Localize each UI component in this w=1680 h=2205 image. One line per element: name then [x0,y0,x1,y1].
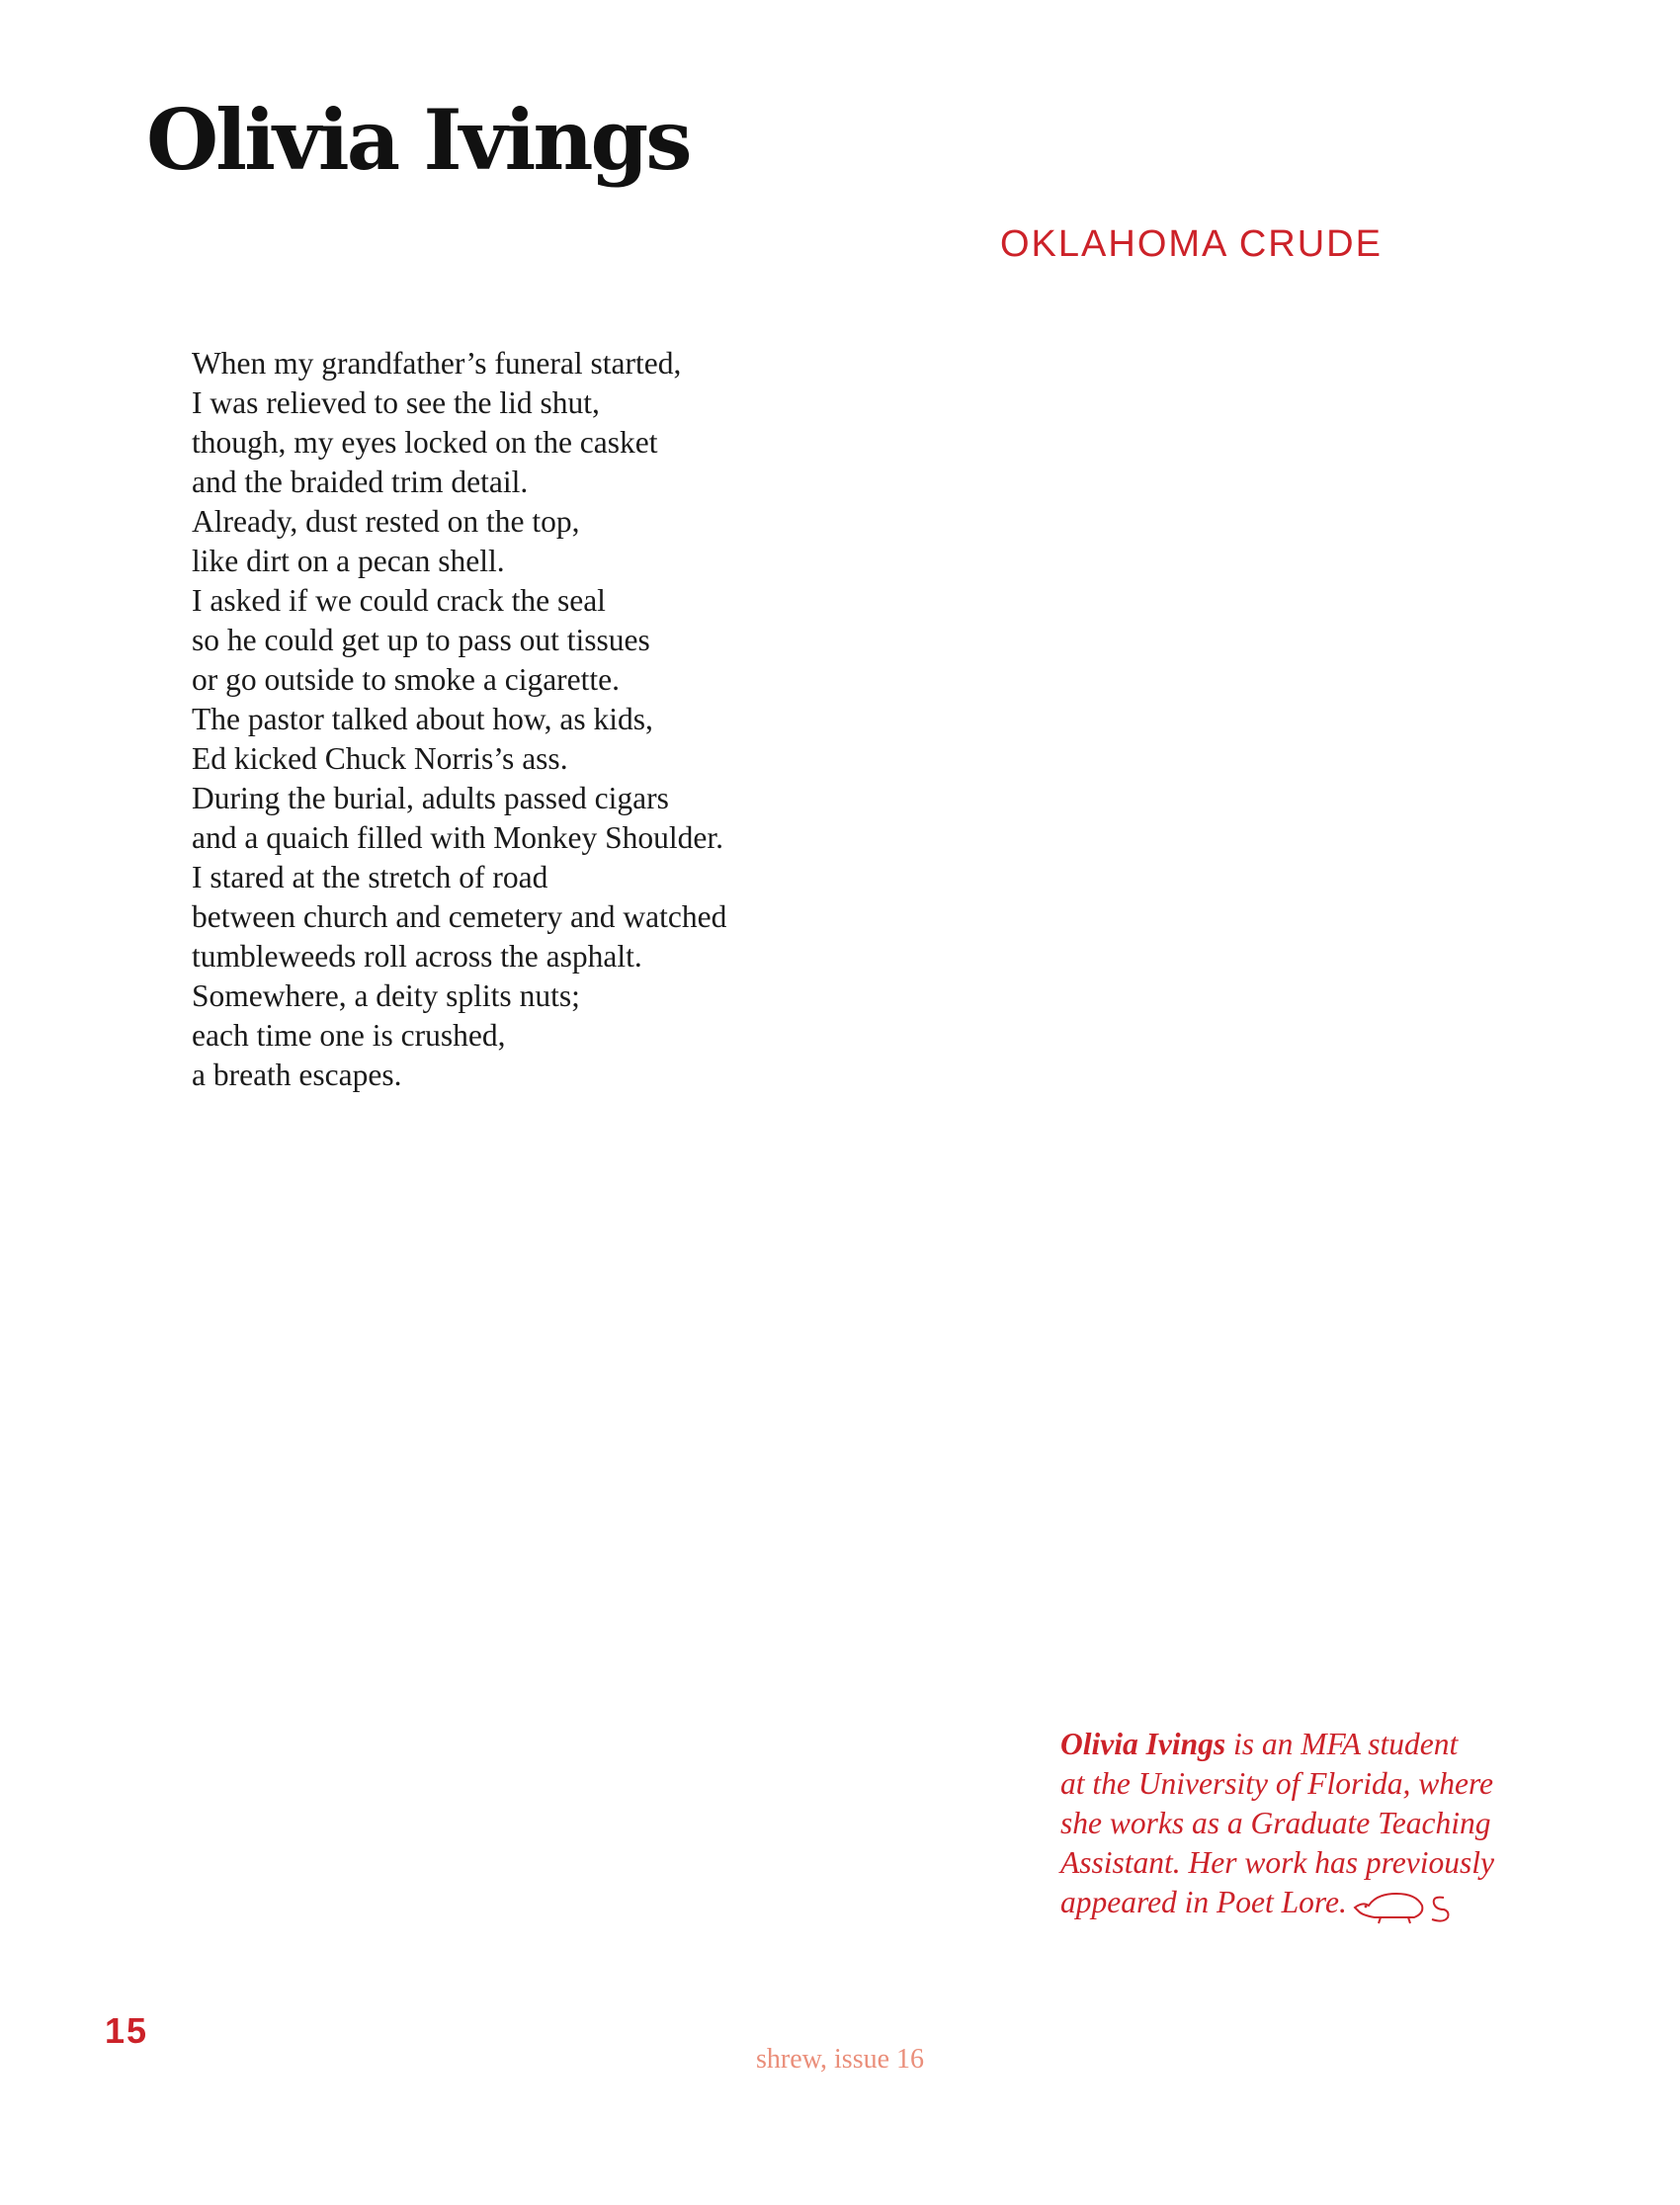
poem-line: Ed kicked Chuck Norris’s ass. [192,741,568,776]
bio-line [1060,1883,1574,1927]
poem-line: When my grandfather’s funeral started, [192,346,682,381]
page-number: 15 [105,2010,149,2051]
poem-body [192,344,726,1095]
poem-title: OKLAHOMA CRUDE [1000,223,1383,265]
poem-line: a breath escapes. [192,1058,402,1092]
poem-line: though, my eyes locked on the casket [192,425,658,460]
poem-line: tumbleweeds roll across the asphalt. [192,939,642,974]
publication-footer: shrew, issue 16 [755,2044,925,2075]
poem-line: Already, dust rested on the top, [192,504,580,539]
shrew-icon [1353,1884,1452,1927]
poem-line: between church and cemetery and watched [192,899,727,934]
poem-line: The pastor talked about how, as kids, [192,702,653,736]
poem-line: and a quaich filled with Monkey Shoulder. [192,820,724,855]
author-name: Olivia Ivings [146,91,690,189]
bio-author-name: Olivia Ivings [1060,1727,1226,1761]
author-bio [1060,1725,1574,1927]
bio-text: is an MFA student [1225,1727,1459,1761]
bio-line: she works as a Graduate Teaching [1060,1806,1491,1840]
poem-line: I asked if we could crack the seal [192,583,606,618]
poem-line: so he could get up to pass out tissues [192,623,650,657]
poem-line: During the burial, adults passed cigars [192,781,669,815]
poem-line: I stared at the stretch of road [192,860,548,894]
poem-line: I was relieved to see the lid shut, [192,385,600,420]
poem-line: Somewhere, a deity splits nuts; [192,978,580,1013]
poem-line: each time one is crushed, [192,1018,506,1053]
poem-line: and the braided trim detail. [192,465,529,499]
bio-line: Assistant. Her work has previously [1060,1845,1494,1880]
bio-line: at the University of Florida, where [1060,1766,1494,1801]
poem-line: like dirt on a pecan shell. [192,544,505,578]
bio-text: appeared in Poet Lore. [1060,1885,1347,1919]
bio-line [1060,1725,1574,1764]
poem-line: or go outside to smoke a cigarette. [192,662,621,697]
